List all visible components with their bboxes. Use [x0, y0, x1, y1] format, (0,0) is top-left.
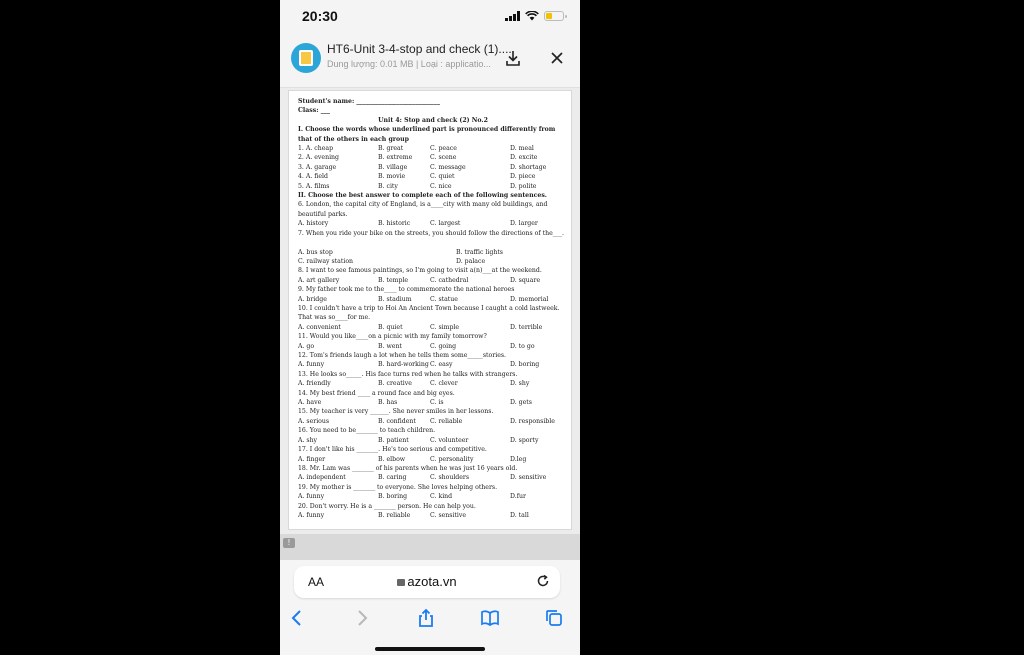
bookmarks-icon[interactable] [480, 608, 500, 628]
question-7: 7. When you ride your bike on the streets, you should follow the directions of the___. [298, 229, 565, 237]
answer-options [298, 379, 568, 388]
download-icon[interactable] [504, 49, 522, 67]
document-viewer[interactable] [280, 88, 580, 560]
answer-option: C. personality [430, 455, 474, 463]
answer-options [298, 248, 568, 257]
answer-options [298, 172, 568, 181]
question-15: 15. My teacher is very ______. She never smiles in her lessons. [298, 408, 494, 416]
answer-option: B. elbow [378, 455, 406, 463]
question-20: 20. Don't worry. He is a _______ person. He can help you. [298, 502, 476, 510]
forward-icon[interactable] [352, 608, 372, 628]
answer-option: B. patient [378, 436, 409, 444]
back-icon[interactable] [287, 608, 307, 628]
answer-option: A. independent [298, 474, 346, 482]
student-name-line: Student's name: ___________________________ [298, 98, 440, 105]
file-icon [291, 43, 321, 73]
answer-option: D. shy [510, 380, 530, 388]
question-14: 14. My best friend ____ a round face and big eyes. [298, 389, 455, 397]
answer-option: D.leg [510, 455, 527, 463]
answer-options [298, 295, 568, 304]
answer-option: B. city [378, 182, 398, 190]
answer-option: B. traffic lights [456, 248, 503, 256]
answer-option: A. finger [298, 455, 326, 463]
answer-options [298, 417, 568, 426]
answer-option: C. message [430, 163, 466, 171]
status-bar [280, 0, 580, 34]
comment-icon[interactable]: ! [283, 538, 295, 548]
answer-options [298, 182, 568, 191]
question-9: 9. My father took me to the____ to commemorate the national heroes [298, 286, 515, 294]
file-subtitle: Dung lượng: 0.01 MB | Loại : applicatio... [327, 59, 491, 69]
answer-option: B. reliable [378, 511, 411, 519]
answer-option: B. movie [378, 173, 406, 181]
answer-option: A. go [298, 342, 315, 350]
doc-heading: Unit 4: Stop and check (2) No.2 [378, 116, 488, 124]
answer-option: A. art gallery [298, 276, 340, 284]
url-display[interactable] [294, 574, 560, 589]
viewer-footer [280, 534, 580, 560]
answer-options [298, 153, 568, 162]
answer-option: B. extreme [378, 154, 413, 162]
answer-option: A. have [298, 399, 322, 407]
answer-option: A. bridge [298, 295, 327, 303]
phone-screen [280, 0, 580, 655]
answer-option: A. shy [298, 436, 318, 444]
browser-bar [280, 560, 580, 655]
share-icon[interactable] [416, 608, 436, 628]
address-bar[interactable] [294, 566, 560, 598]
answer-option: A. funny [298, 361, 325, 369]
document-content [298, 97, 568, 520]
answer-options [298, 257, 568, 266]
status-time: 20:30 [302, 8, 338, 24]
answer-option: B. stadium [378, 295, 412, 303]
answer-option: B. great [378, 145, 404, 153]
answer-option: D. sensitive [510, 474, 547, 482]
answer-option: D. shortage [510, 163, 547, 171]
answer-options [298, 323, 568, 332]
answer-option: D. memorial [510, 295, 549, 303]
answer-option: B. temple [378, 276, 409, 284]
home-indicator [375, 647, 485, 651]
question-18: 18. Mr. Lam was _______ of his parents when he was just 16 years old. [298, 464, 518, 472]
answer-option: C. largest [430, 220, 461, 228]
answer-option: C. is [430, 399, 444, 407]
answer-option: D.fur [510, 493, 526, 501]
answer-option: A. funny [298, 493, 325, 501]
answer-option: D. boring [510, 361, 540, 369]
signal-icon [505, 11, 520, 21]
answer-option: D. larger [510, 220, 538, 228]
answer-option: D. meal [510, 145, 534, 153]
answer-options [298, 360, 568, 369]
answer-option: A. convenient [298, 323, 341, 331]
answer-option: B. quiet [378, 323, 403, 331]
lock-icon [397, 579, 405, 586]
question-19: 19. My mother is _______ to everyone. She loves helping others. [298, 483, 498, 491]
answer-option: D. to go [510, 342, 535, 350]
answer-option: C. kind [430, 493, 453, 501]
answer-options [298, 436, 568, 445]
answer-option: C. volunteer [430, 436, 469, 444]
answer-option: B. has [378, 399, 398, 407]
answer-options [298, 144, 568, 153]
answer-option: A. history [298, 220, 329, 228]
wifi-icon [525, 11, 539, 21]
answer-option: B. boring [378, 493, 408, 501]
answer-option: C. easy [430, 361, 453, 369]
answer-option: C. quiet [430, 173, 455, 181]
answer-option: B. confident [378, 417, 416, 425]
answer-options [298, 276, 568, 285]
answer-options [298, 219, 568, 228]
answer-option: D. square [510, 276, 541, 284]
answer-option: C. statue [430, 295, 458, 303]
status-icons [505, 11, 564, 21]
answer-option: D. tall [510, 511, 529, 519]
answer-options [298, 473, 568, 482]
answer-option: C. clever [430, 380, 458, 388]
answer-options [298, 492, 568, 501]
battery-icon [544, 11, 564, 21]
class-line: Class: ___ [298, 107, 330, 115]
url-text: azota.vn [407, 574, 457, 589]
answer-option: C. simple [430, 323, 460, 331]
answer-option: C. peace [430, 145, 457, 153]
answer-option: C. going [430, 342, 457, 350]
question-12: 12. Tom's friends laugh a lot when he tells them some_____stories. [298, 352, 506, 360]
question-list [298, 200, 568, 520]
answer-option: C. nice [430, 182, 452, 190]
question-6: 6. London, the capital city of England, is a____city with many old buildings, and beautiful parks. [298, 201, 548, 218]
answer-option: B. caring [378, 474, 407, 482]
answer-option: D. gets [510, 399, 532, 407]
question-17: 17. I don't like his _______. He's too serious and competitive. [298, 446, 487, 454]
answer-option: B. village [378, 163, 408, 171]
answer-option: A. bus stop [298, 248, 333, 256]
document-page [288, 90, 572, 530]
section-2-title: II. Choose the best answer to complete each of the following sentences. [298, 192, 547, 200]
question-16: 16. You need to be_______ to teach children. [298, 427, 436, 435]
answer-options [298, 342, 568, 351]
answer-option: D. responsible [510, 417, 555, 425]
answer-option: D. piece [510, 173, 536, 181]
answer-option: A. friendly [298, 380, 331, 388]
answer-option: D. sporty [510, 436, 539, 444]
answer-option: C. sensitive [430, 511, 467, 519]
question-10: 10. I couldn't have a trip to Hoi An Ancient Town because I caught a cold lastweek. That was so____for me. [298, 304, 560, 322]
section-1-rows [298, 144, 568, 191]
answer-option: 4. A. field [298, 173, 329, 181]
answer-option: B. historic [378, 220, 411, 228]
reader-settings-button[interactable]: AA [308, 575, 325, 589]
question-8: 8. I want to see famous paintings, so I'm going to visit a(n)___at the weekend. [298, 267, 542, 275]
answer-option: D. excite [510, 154, 538, 162]
answer-option: A. serious [298, 417, 330, 425]
question-13: 13. He looks so_____. His face turns red when he talks with strangers. [298, 370, 518, 378]
answer-option: B. creative [378, 380, 412, 388]
answer-option: C. railway station [298, 257, 354, 265]
answer-option: B. went [378, 342, 402, 350]
browser-nav [280, 604, 580, 632]
answer-option: C. reliable [430, 417, 463, 425]
answer-options [298, 398, 568, 407]
answer-option: C. cathedral [430, 276, 469, 284]
answer-option: A. funny [298, 511, 325, 519]
answer-option: C. scene [430, 154, 457, 162]
answer-options [298, 511, 568, 520]
tabs-icon[interactable] [544, 608, 564, 628]
answer-option: D. palace [456, 257, 486, 265]
section-1-title: I. Choose the words whose underlined part is pronounced differently from that of the others in each group [298, 126, 556, 143]
answer-option: 2. A. evening [298, 154, 340, 162]
answer-option: 1. A. cheap [298, 145, 334, 153]
file-title: HT6-Unit 3-4-stop and check (1).... [327, 42, 512, 56]
answer-options [298, 455, 568, 464]
answer-option: D. terrible [510, 323, 543, 331]
reload-icon[interactable] [536, 574, 550, 588]
answer-option: C. shoulders [430, 474, 470, 482]
answer-option: D. polite [510, 182, 537, 190]
question-11: 11. Would you like____on a picnic with my family tomorrow? [298, 333, 487, 341]
answer-option: 5. A. films [298, 182, 330, 190]
answer-options [298, 163, 568, 172]
file-header [280, 34, 580, 88]
answer-option: 3. A. garage [298, 163, 337, 171]
answer-option: B. hard-working [378, 361, 429, 369]
close-icon[interactable] [550, 51, 564, 65]
